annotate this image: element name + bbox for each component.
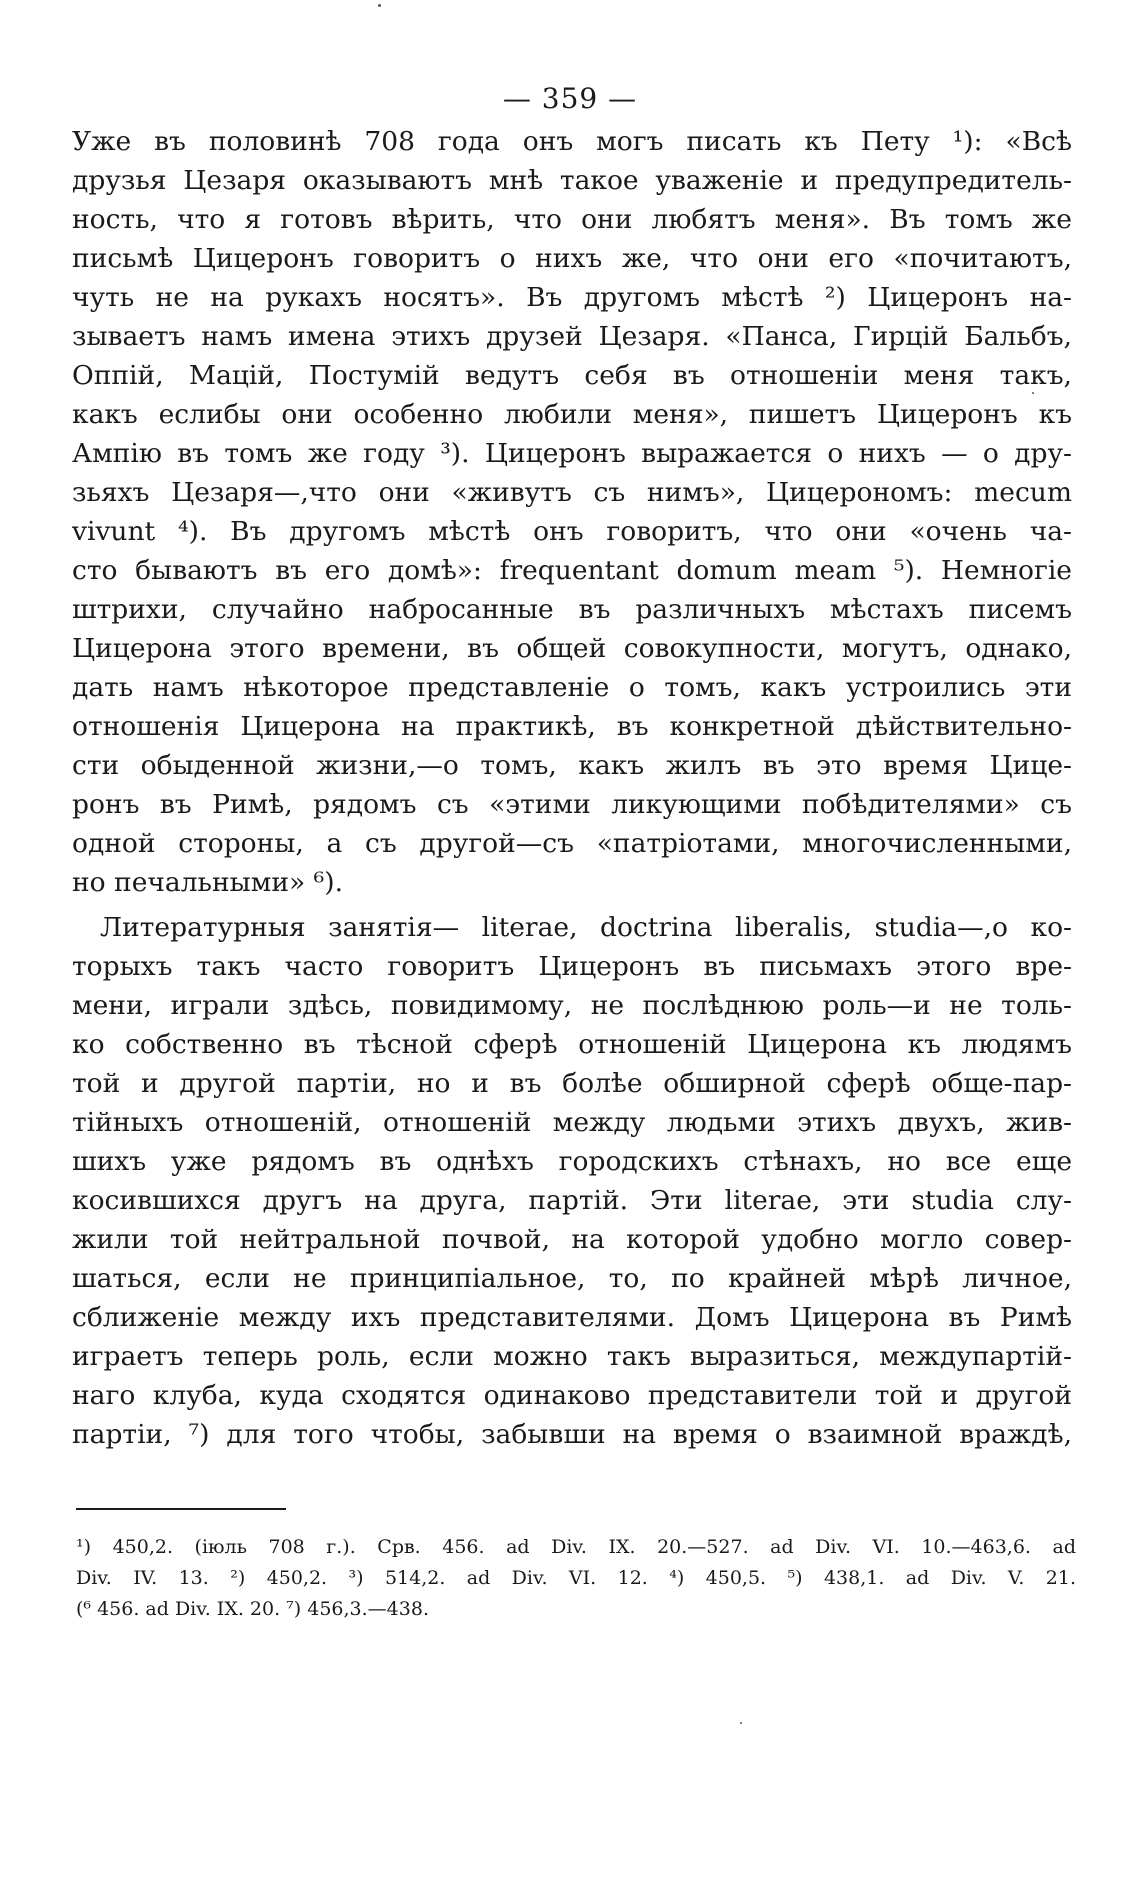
- text-line: штрихи, случайно набросанные въ различныхъ мѣстахъ писемъ: [72, 594, 1072, 625]
- text-line: зьяхъ Цезаря—,что они «живутъ съ нимъ», Цицерономъ: mecum: [72, 477, 1072, 508]
- text-line: vivunt ⁴). Въ другомъ мѣстѣ онъ говоритъ, что они «очень ча-: [72, 516, 1072, 547]
- text-line: жили той нейтральной почвой, на которой удобно могло совер-: [72, 1224, 1072, 1255]
- text-line: сти обыденной жизни,—о томъ, какъ жилъ въ это время Цице-: [72, 750, 1072, 781]
- text-line: сто бываютъ въ его домѣ»: frequentant domum meam ⁵). Немногіе: [72, 555, 1072, 586]
- text-line: друзья Цезаря оказываютъ мнѣ такое уваженіе и предупредитель-: [72, 165, 1072, 196]
- text-line: ность, что я готовъ вѣрить, что они любятъ меня». Въ томъ же: [72, 204, 1072, 235]
- footnote-line: (⁶ 456. ad Div. IX. 20. ⁷) 456,3.—438.: [76, 1598, 429, 1620]
- body-text: [72, 122, 1072, 1454]
- text-line: мени, играли здѣсь, повидимому, не послѣднюю роль—и не толь-: [72, 990, 1072, 1021]
- text-line: одной стороны, а съ другой—съ «патріотами, многочисленными,: [72, 828, 1072, 859]
- page-number: — 359 —: [502, 82, 638, 115]
- text-line: Литературныя занятія— literae, doctrina liberalis, studia—,о ко-: [100, 912, 1072, 943]
- text-line: Ампію въ томъ же году ³). Цицеронъ выражается о нихъ — о дру-: [72, 438, 1072, 469]
- text-line: дать намъ нѣкоторое представленіе о томъ, какъ устроились эти: [72, 672, 1072, 703]
- text-line: той и другой партіи, но и въ болѣе обширной сферѣ обще-пар-: [72, 1068, 1072, 1099]
- text-line: торыхъ такъ часто говоритъ Цицеронъ въ письмахъ этого вре-: [72, 951, 1072, 982]
- paper-speck: [378, 4, 381, 7]
- footnotes: [76, 1532, 1076, 1625]
- footnote-separator: [76, 1508, 286, 1510]
- text-line: шаться, если не принципіальное, то, по крайней мѣрѣ личное,: [72, 1263, 1072, 1294]
- text-line: Уже въ половинѣ 708 года онъ могъ писать къ Пету ¹): «Всѣ: [72, 126, 1072, 157]
- text-line: отношенія Цицерона на практикѣ, въ конкретной дѣйствительно-: [72, 711, 1072, 742]
- text-line: играетъ теперь роль, если можно такъ выразиться, междупартій-: [72, 1341, 1072, 1372]
- text-line: Оппій, Мацій, Постумій ведутъ себя въ отношеніи меня такъ,: [72, 360, 1072, 391]
- text-line: зываетъ намъ имена этихъ друзей Цезаря. «Панса, Гирцій Бальбъ,: [72, 321, 1072, 352]
- text-line: сближеніе между ихъ представителями. Домъ Цицерона въ Римѣ: [72, 1302, 1072, 1333]
- text-line: партіи, ⁷) для того чтобы, забывши на время о взаимной враждѣ,: [72, 1419, 1072, 1450]
- text-line: но печальными» ⁶).: [72, 867, 344, 898]
- text-line: какъ еслибы они особенно любили меня», пишетъ Цицеронъ къ: [72, 399, 1072, 430]
- text-line: косившихся другъ на друга, партій. Эти literae, эти studia слу-: [72, 1185, 1072, 1216]
- text-line: Цицерона этого времени, въ общей совокупности, могутъ, однако,: [72, 633, 1072, 664]
- text-line: шихъ уже рядомъ въ однѣхъ городскихъ стѣнахъ, но все еще: [72, 1146, 1072, 1177]
- paper-speck: [1032, 392, 1034, 394]
- text-line: чуть не на рукахъ носятъ». Въ другомъ мѣстѣ ²) Цицеронъ на-: [72, 282, 1072, 313]
- paper-speck: [740, 1722, 742, 1724]
- text-line: наго клуба, куда сходятся одинаково представители той и другой: [72, 1380, 1072, 1411]
- text-line: ко собственно въ тѣсной сферѣ отношеній Цицерона къ людямъ: [72, 1029, 1072, 1060]
- footnote-line: Div. IV. 13. ²) 450,2. ³) 514,2. ad Div. VI. 12. ⁴) 450,5. ⁵) 438,1. ad Div. V. 21.: [76, 1567, 1076, 1589]
- text-line: тійныхъ отношеній, отношеній между людьми этихъ двухъ, жив-: [72, 1107, 1072, 1138]
- text-line: письмѣ Цицеронъ говоритъ о нихъ же, что они его «почитаютъ,: [72, 243, 1072, 274]
- text-line: ронъ въ Римѣ, рядомъ съ «этими ликующими побѣдителями» съ: [72, 789, 1072, 820]
- footnote-line: ¹) 450,2. (іюль 708 г.). Срв. 456. ad Div. IX. 20.—527. ad Div. VI. 10.—463,6. ad: [76, 1536, 1076, 1558]
